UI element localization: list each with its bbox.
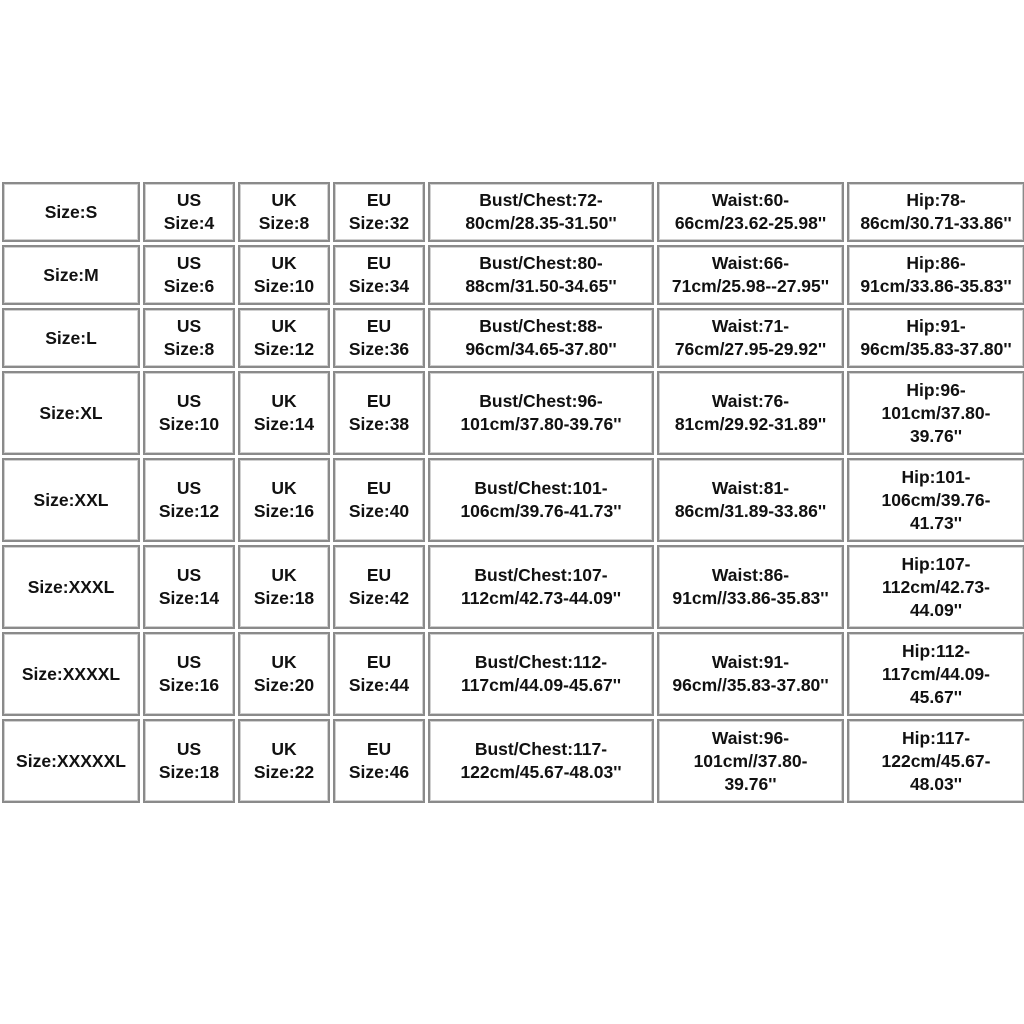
us-value: Size:18	[158, 762, 220, 782]
uk-size-cell	[238, 719, 330, 803]
eu-value: Size:40	[348, 501, 410, 521]
size-cell	[2, 458, 140, 542]
bust-cell	[428, 308, 654, 368]
us-label: US	[176, 739, 202, 759]
us-size-cell	[143, 371, 235, 455]
eu-value: Size:32	[348, 213, 410, 233]
us-value: Size:6	[163, 276, 215, 296]
table-row	[2, 371, 1024, 455]
uk-label: UK	[271, 652, 297, 672]
table-row	[2, 182, 1024, 242]
hip-line: Hip:96-	[906, 379, 966, 400]
uk-label: UK	[271, 190, 297, 210]
hip-line: Hip:78-	[906, 190, 966, 210]
hip-cell	[847, 719, 1024, 803]
us-size-cell	[143, 545, 235, 629]
table-row	[2, 458, 1024, 542]
size-label: Size:XXXXL	[21, 663, 121, 684]
bust-line: 117cm/44.09-45.67''	[460, 675, 622, 695]
uk-value: Size:22	[253, 762, 315, 782]
waist-line: Waist:76-	[711, 391, 790, 411]
us-value: Size:10	[158, 414, 220, 434]
waist-line: Waist:71-	[711, 316, 790, 336]
uk-label: UK	[271, 316, 297, 336]
size-cell	[2, 545, 140, 629]
size-label: Size:S	[44, 201, 98, 222]
hip-line: 96cm/35.83-37.80''	[860, 339, 1012, 359]
hip-line: Hip:117-	[901, 727, 971, 748]
hip-cell	[847, 308, 1024, 368]
table-row	[2, 308, 1024, 368]
size-chart-table	[2, 182, 1024, 806]
bust-line: Bust/Chest:72-	[479, 190, 603, 210]
eu-size-cell	[333, 632, 425, 716]
size-cell	[2, 182, 140, 242]
hip-cell	[847, 545, 1024, 629]
eu-size-cell	[333, 545, 425, 629]
waist-cell	[657, 545, 844, 629]
uk-value: Size:18	[253, 588, 315, 608]
size-chart	[2, 182, 1024, 809]
size-cell	[2, 632, 140, 716]
hip-line: 91cm/33.86-35.83''	[860, 276, 1012, 296]
waist-cell	[657, 458, 844, 542]
bust-line: Bust/Chest:101-	[474, 478, 608, 498]
eu-label: EU	[366, 565, 392, 585]
bust-line: Bust/Chest:80-	[479, 253, 603, 273]
eu-value: Size:38	[348, 414, 410, 434]
waist-line: 39.76''	[724, 773, 777, 794]
us-size-cell	[143, 632, 235, 716]
us-label: US	[176, 565, 202, 585]
us-label: US	[176, 253, 202, 273]
uk-size-cell	[238, 545, 330, 629]
hip-line: 112cm/42.73-	[881, 576, 990, 597]
eu-size-cell	[333, 308, 425, 368]
waist-line: 76cm/27.95-29.92''	[674, 339, 827, 359]
waist-cell	[657, 308, 844, 368]
hip-line: 39.76''	[909, 425, 963, 446]
table-row	[2, 245, 1024, 305]
size-label: Size:XXXL	[27, 576, 115, 597]
uk-size-cell	[238, 632, 330, 716]
waist-line: 71cm/25.98--27.95''	[671, 276, 830, 296]
waist-cell	[657, 632, 844, 716]
uk-value: Size:20	[253, 675, 315, 695]
eu-size-cell	[333, 719, 425, 803]
eu-label: EU	[366, 652, 392, 672]
eu-label: EU	[366, 190, 392, 210]
bust-line: 122cm/45.67-48.03''	[460, 762, 622, 782]
size-cell	[2, 719, 140, 803]
hip-line: Hip:91-	[906, 316, 966, 336]
hip-line: 86cm/30.71-33.86''	[860, 213, 1012, 233]
uk-label: UK	[271, 478, 297, 498]
waist-line: 81cm/29.92-31.89''	[674, 414, 827, 434]
waist-line: 96cm//35.83-37.80''	[672, 675, 829, 695]
size-label: Size:L	[45, 327, 97, 348]
size-label: Size:XXXXXL	[16, 750, 126, 771]
us-label: US	[176, 478, 202, 498]
hip-line: Hip:107-	[901, 553, 971, 574]
bust-cell	[428, 719, 654, 803]
size-label: Size:M	[43, 264, 99, 285]
bust-line: Bust/Chest:112-	[474, 652, 608, 672]
bust-cell	[428, 182, 654, 242]
hip-line: 44.09''	[909, 599, 963, 620]
eu-size-cell	[333, 458, 425, 542]
hip-cell	[847, 245, 1024, 305]
waist-line: 101cm//37.80-	[693, 750, 808, 771]
bust-line: Bust/Chest:107-	[474, 565, 608, 585]
waist-line: 66cm/23.62-25.98''	[674, 213, 827, 233]
uk-size-cell	[238, 182, 330, 242]
size-cell	[2, 371, 140, 455]
waist-line: 86cm/31.89-33.86''	[674, 501, 827, 521]
hip-line: 48.03''	[909, 773, 963, 794]
bust-cell	[428, 245, 654, 305]
eu-value: Size:34	[348, 276, 410, 296]
us-value: Size:8	[163, 339, 215, 359]
eu-size-cell	[333, 371, 425, 455]
hip-line: 122cm/45.67-	[881, 750, 991, 771]
size-label: Size:XXL	[33, 489, 109, 510]
hip-line: 45.67''	[909, 686, 963, 707]
us-size-cell	[143, 719, 235, 803]
uk-value: Size:8	[258, 213, 310, 233]
bust-cell	[428, 371, 654, 455]
waist-line: 91cm//33.86-35.83''	[672, 588, 829, 608]
us-value: Size:4	[163, 213, 215, 233]
hip-line: 117cm/44.09-	[881, 663, 990, 684]
eu-size-cell	[333, 182, 425, 242]
us-value: Size:16	[158, 675, 220, 695]
bust-line: Bust/Chest:117-	[474, 739, 608, 759]
bust-line: Bust/Chest:96-	[479, 391, 603, 411]
us-size-cell	[143, 458, 235, 542]
waist-line: Waist:96-	[711, 727, 790, 748]
uk-label: UK	[271, 739, 297, 759]
eu-value: Size:42	[348, 588, 410, 608]
waist-cell	[657, 371, 844, 455]
uk-value: Size:12	[253, 339, 315, 359]
eu-value: Size:44	[348, 675, 410, 695]
uk-label: UK	[271, 391, 297, 411]
table-row	[2, 719, 1024, 803]
bust-cell	[428, 632, 654, 716]
hip-cell	[847, 371, 1024, 455]
uk-size-cell	[238, 308, 330, 368]
hip-line: Hip:112-	[901, 640, 971, 661]
eu-label: EU	[366, 391, 392, 411]
us-size-cell	[143, 308, 235, 368]
size-label: Size:XL	[39, 402, 103, 423]
eu-label: EU	[366, 316, 392, 336]
bust-line: 88cm/31.50-34.65''	[465, 276, 617, 296]
size-cell	[2, 308, 140, 368]
bust-line: 112cm/42.73-44.09''	[460, 588, 622, 608]
us-label: US	[176, 391, 202, 411]
us-value: Size:14	[158, 588, 220, 608]
bust-cell	[428, 545, 654, 629]
us-label: US	[176, 652, 202, 672]
waist-cell	[657, 245, 844, 305]
hip-cell	[847, 182, 1024, 242]
uk-size-cell	[238, 245, 330, 305]
us-label: US	[176, 190, 202, 210]
hip-line: Hip:101-	[901, 466, 971, 487]
eu-label: EU	[366, 739, 392, 759]
us-value: Size:12	[158, 501, 220, 521]
hip-cell	[847, 632, 1024, 716]
uk-size-cell	[238, 458, 330, 542]
bust-line: 101cm/37.80-39.76''	[460, 414, 622, 434]
eu-value: Size:36	[348, 339, 410, 359]
us-size-cell	[143, 182, 235, 242]
waist-line: Waist:66-	[711, 253, 790, 273]
us-label: US	[176, 316, 202, 336]
eu-value: Size:46	[348, 762, 410, 782]
size-cell	[2, 245, 140, 305]
uk-value: Size:10	[253, 276, 315, 296]
hip-cell	[847, 458, 1024, 542]
waist-line: Waist:91-	[711, 652, 790, 672]
bust-line: 80cm/28.35-31.50''	[465, 213, 617, 233]
waist-line: Waist:60-	[711, 190, 790, 210]
hip-line: 106cm/39.76-	[881, 489, 991, 510]
bust-line: 106cm/39.76-41.73''	[460, 501, 622, 521]
bust-line: 96cm/34.65-37.80''	[465, 339, 617, 359]
waist-cell	[657, 719, 844, 803]
bust-line: Bust/Chest:88-	[479, 316, 603, 336]
eu-label: EU	[366, 478, 392, 498]
table-row	[2, 545, 1024, 629]
bust-cell	[428, 458, 654, 542]
hip-line: Hip:86-	[906, 253, 966, 273]
eu-size-cell	[333, 245, 425, 305]
waist-line: Waist:81-	[711, 478, 790, 498]
waist-cell	[657, 182, 844, 242]
uk-size-cell	[238, 371, 330, 455]
hip-line: 41.73''	[909, 512, 963, 533]
uk-value: Size:14	[253, 414, 315, 434]
uk-value: Size:16	[253, 501, 315, 521]
eu-label: EU	[366, 253, 392, 273]
table-row	[2, 632, 1024, 716]
uk-label: UK	[271, 565, 297, 585]
waist-line: Waist:86-	[711, 565, 790, 585]
hip-line: 101cm/37.80-	[881, 402, 991, 423]
uk-label: UK	[271, 253, 297, 273]
us-size-cell	[143, 245, 235, 305]
